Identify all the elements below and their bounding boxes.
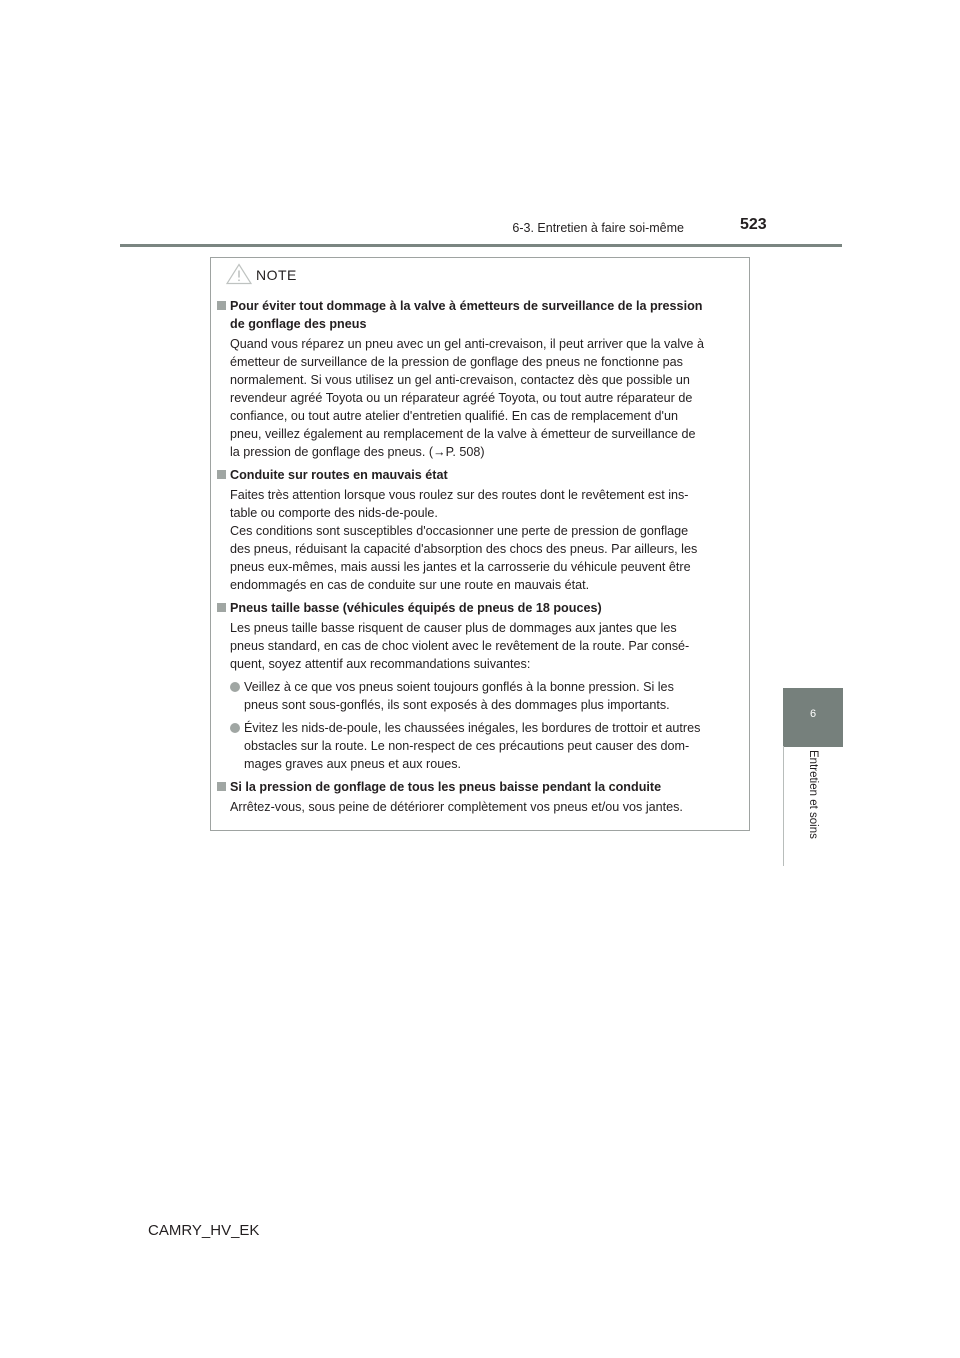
- section-text: Faites très attention lorsque vous roulez sur des routes dont le revêtement est ins- table ou comporte des nids-de-poule. Ces conditions sont susceptibles d'occasionner une perte de pression de gonflage des pneus, réduisant la capacité d'absorption des chocs des pneus. Par ailleurs, les pneus eux-mêmes, mais aussi les jantes et la carrosserie du véhicule peuvent être endommagés en cas de conduite sur une route en mauvais état.: [230, 488, 698, 592]
- section-text: Les pneus taille basse risquent de causer plus de dommages aux jantes que les pneus standard, en cas de choc violent avec le revêtement de la route. Par consé- quent, soyez attentif aux recommandations suivantes:: [230, 621, 690, 671]
- section-text: Quand vous réparez un pneu avec un gel anti-crevaison, il peut arriver que la valve à émetteur de surveillance de la pression de gonflage des pneus ne fonctionne pas normalement. Si vous utilisez un gel anti-crevaison, contactez dès que possible un revendeur agréé Toyota ou un réparateur agréé Toyota, ou tout autre réparateur de confiance, ou tout autre atelier d'entretien qualifié. En cas de remplacement d'un pneu, veillez également au remplacement de la valve à émetteur de surveillance de la pression de gonflage des pneus. (→P. 508): [230, 337, 704, 459]
- section-heading: Pour éviter tout dommage à la valve à émetteurs de surveillance de la pression de gonflage des pneus: [217, 297, 745, 333]
- header-divider: [120, 244, 842, 247]
- square-bullet-icon: [217, 301, 226, 310]
- section-text: Arrêtez-vous, sous peine de détériorer complètement vos pneus et/ou vos jantes.: [230, 800, 683, 814]
- note-title: NOTE: [256, 267, 297, 283]
- note-section: [217, 599, 745, 773]
- circle-bullet-icon: [230, 682, 240, 692]
- note-section: [217, 778, 745, 816]
- square-bullet-icon: [217, 603, 226, 612]
- section-heading: Pneus taille basse (véhicules équipés de pneus de 18 pouces): [217, 599, 745, 617]
- note-section: [217, 466, 745, 594]
- note-box: [210, 257, 750, 831]
- note-section: [217, 297, 745, 461]
- circle-bullet-icon: [230, 723, 240, 733]
- chapter-title-area: [783, 746, 843, 861]
- square-bullet-icon: [217, 470, 226, 479]
- header-section-title: 6-3. Entretien à faire soi-même: [512, 221, 684, 235]
- note-content: [217, 297, 745, 821]
- footer-model-code: CAMRY_HV_EK: [148, 1222, 260, 1239]
- section-heading: Conduite sur routes en mauvais état: [217, 466, 745, 484]
- list-item: Veillez à ce que vos pneus soient toujours gonflés à la bonne pression. Si les pneus sont sous-gonflés, ils sont exposés à des dommages plus importants.: [217, 678, 745, 714]
- section-heading: Si la pression de gonflage de tous les pneus baisse pendant la conduite: [217, 778, 745, 796]
- warning-triangle-icon: [226, 263, 252, 285]
- list-item: Évitez les nids-de-poule, les chaussées inégales, les bordures de trottoir et autres obstacles sur la route. Le non-respect de ces précautions peut causer des dom- mages graves aux pneus et aux roues.: [217, 719, 745, 773]
- page-number: 523: [740, 216, 767, 233]
- chapter-number-box: [783, 688, 843, 747]
- chapter-number: 6: [809, 708, 817, 720]
- chapter-title: Entretien et soins: [807, 750, 819, 839]
- square-bullet-icon: [217, 782, 226, 791]
